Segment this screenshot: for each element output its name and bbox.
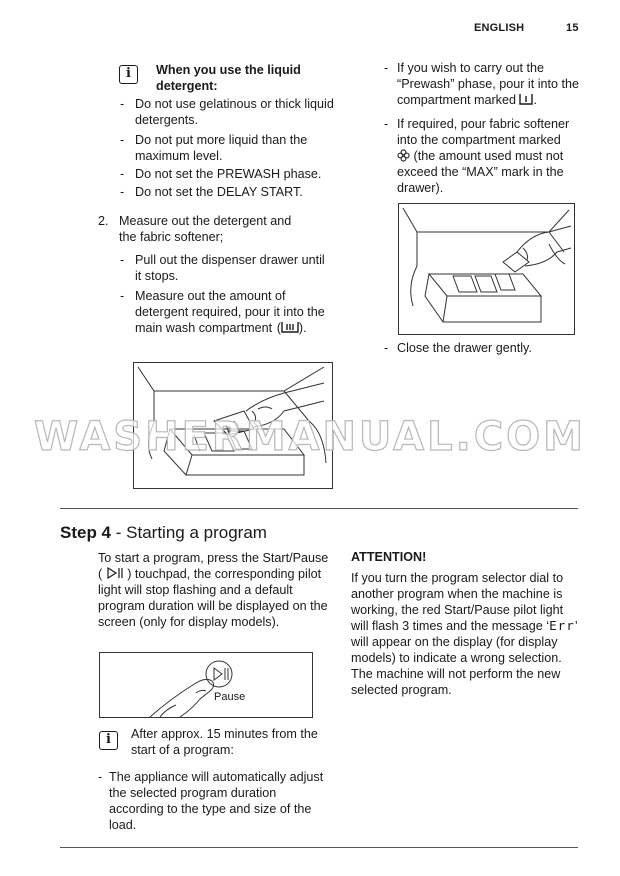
attention-title: ATTENTION! (351, 550, 427, 564)
flower-symbol-icon (397, 149, 410, 162)
prewash-symbol-icon (519, 93, 533, 105)
info-item-4: - Do not set the DELAY START. (120, 185, 303, 199)
press-pause-illustration (100, 653, 312, 717)
info-icon-2: i (99, 731, 118, 750)
figure-press-pause (99, 652, 313, 718)
start-pause-symbol-icon (106, 567, 124, 579)
step2-sub-1: - Pull out the dispenser drawer until it stops. (120, 253, 325, 283)
header-language: ENGLISH (474, 22, 525, 34)
step4-intro: To start a program, press the Start/Pause ( ) touchpad, the corresponding pilot light will stop flashing and a default program duration will be displayed on the screen (only for display models). (98, 551, 329, 629)
section-divider-bottom (60, 847, 578, 848)
step2-text: Measure out the detergent and the fabric softener; (119, 214, 292, 244)
step4-info-text: After approx. 15 minutes from the start of a program: (131, 727, 318, 757)
pause-label: Pause (214, 691, 246, 703)
step2-number: 2. (98, 214, 109, 228)
info-item-1: - Do not use gelatinous or thick liquid detergents. (120, 97, 334, 127)
info-item-2: - Do not put more liquid than the maximum level. (120, 133, 308, 163)
info-title: When you use the liquid detergent: (156, 63, 301, 93)
step4-heading: Step 4 - Starting a program (60, 523, 267, 542)
section-divider-top (60, 508, 578, 509)
step4-auto-adjust: - The appliance will automatically adjust the selected program duration according to the type and size of the load. (98, 770, 324, 832)
main-wash-symbol-icon (281, 321, 299, 333)
figure-pour-softener (398, 203, 575, 335)
attention-text: If you turn the program selector dial to another program when the machine is working, the red Start/Pause pilot light will flash 3 times and the message ‘Err’ will appear on the display (for display models) to indicate a wrong selection. The machine will not perform the new selected program. (351, 571, 578, 697)
page-number: 15 (566, 22, 579, 34)
step2-sub-2: - Measure out the amount of detergent required, pour it into the main wash compartment ( ). (120, 289, 325, 335)
info-item-3: - Do not set the PREWASH phase. (120, 167, 322, 181)
prewash-instruction: - If you wish to carry out the “Prewash” phase, pour it into the compartment marked . (384, 61, 580, 107)
softener-instruction: - If required, pour fabric softener into the compartment marked (the amount used must not exceed the “MAX” mark in the drawer). (384, 117, 570, 195)
watermark: WASHERMANUAL.COM (34, 414, 586, 460)
softener-pour-illustration (399, 204, 574, 334)
close-drawer-instruction: - Close the drawer gently. (384, 341, 532, 355)
info-icon: i (119, 65, 138, 84)
err-code: Err (549, 618, 575, 633)
